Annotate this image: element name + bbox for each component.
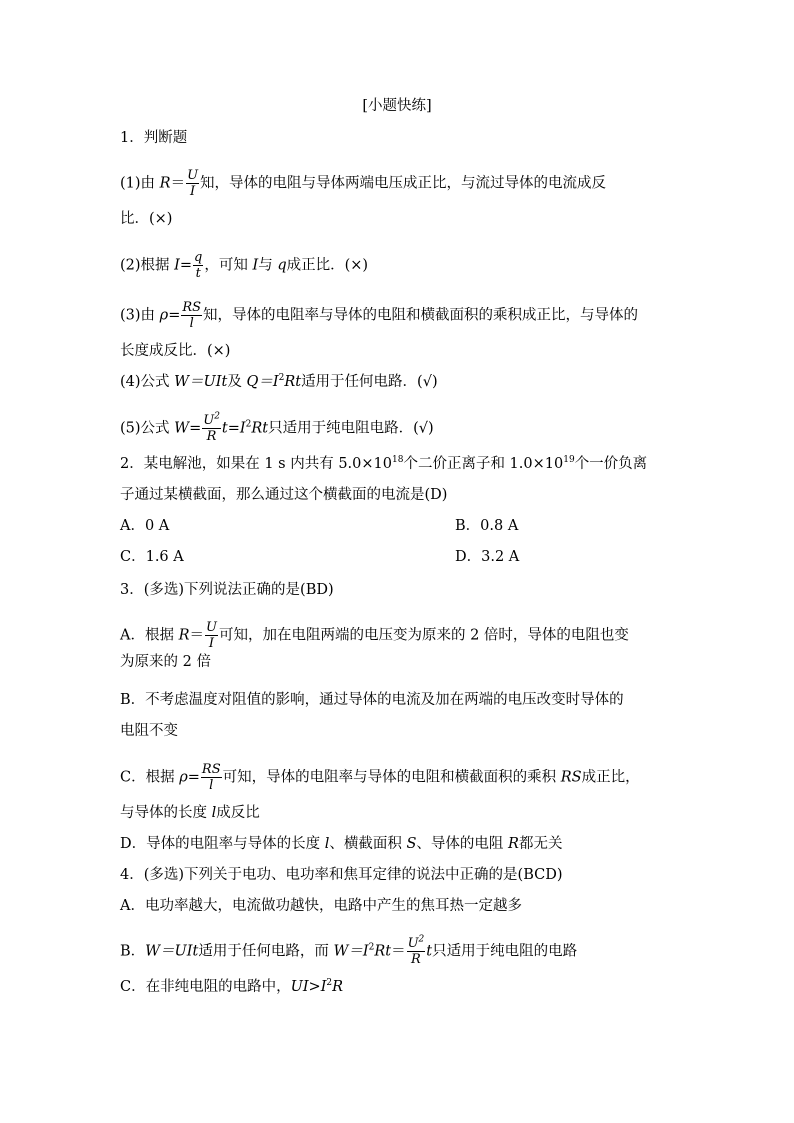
section-title: [小题快练] (362, 98, 432, 114)
q3-option-d: D．导体的电阻率与导体的长度 l、横截面积 S、导体的电阻 R都无关 (120, 836, 563, 852)
q2-stem-line-1: 2．某电解池，如果在 1 s 内共有 $5.0\times 10^{18}$个二价正离子和 $1.0\times 10^{19}$个一价负离 (120, 455, 648, 472)
q1-item-3: (3)由 ρ= $\frac{RS}{l}$ 知，导体的电阻率与导体的电阻和横截面积的乘积成正比，与导体的 (120, 300, 639, 331)
q1-item-1: (1)由 R＝ $\frac{U}{I}$ 知，导体的电阻与导体两端电压成正比，与流过导体的电流成反 (120, 168, 607, 199)
fraction-u-over-i: $\frac{U}{I}$ (187, 168, 199, 199)
q4-option-a: A．电功率越大，电流做功越快，电路中产生的焦耳热一定越多 (120, 898, 522, 914)
q3-option-c-cont: 与导体的长度 l成反比 (120, 805, 260, 821)
q4-heading: 4．(多选)下列关于电功、电功率和焦耳定律的说法中正确的是(BCD) (120, 867, 563, 883)
q2-option-b: B．0.8 A (455, 518, 519, 534)
q2-option-d: D．3.2 A (455, 549, 520, 565)
fraction-rs-over-l: $\frac{RS}{l}$ (201, 762, 221, 793)
fraction-q-over-t: $\frac{q}{t}$ (194, 250, 203, 281)
fraction-u2-over-r: $\frac{U^2}{R}$ (203, 411, 220, 444)
q3-heading: 3．(多选)下列说法正确的是(BD) (120, 582, 334, 598)
q1-item-5: (5)公式 W= $\frac{U^2}{R}$ $t=I^2Rt$只适用于纯电阻电路．(√) (120, 411, 434, 444)
q3-option-c: C．根据 ρ= $\frac{RS}{l}$ 可知，导体的电阻率与导体的电阻和横截面积的乘积 RS成正比， (120, 762, 640, 793)
q1-item-3-cont: 长度成反比．(×) (120, 343, 231, 359)
q1-item-4: (4)公式 W＝UIt及 $Q=I^2Rt$适用于任何电路．(√) (120, 373, 438, 390)
fraction-u-over-i: $\frac{U}{I}$ (206, 620, 217, 651)
q2-option-a: A．0 A (120, 518, 170, 534)
q2-option-c: C．1.6 A (120, 549, 184, 565)
q3-option-b-cont: 电阻不变 (120, 723, 178, 739)
fraction-u2-over-r: $\frac{U^2}{R}$ (407, 934, 425, 967)
q1-item-1-cont: 比．(×) (120, 211, 173, 227)
q1-item-2: (2)根据 I= $\frac{q}{t}$ ，可知 I与 q成正比．(×) (120, 250, 369, 281)
q3-option-a-cont: 为原来的 2 倍 (120, 654, 211, 670)
fraction-rs-over-l: $\frac{RS}{l}$ (182, 300, 202, 331)
q3-option-a: A．根据 R＝ $\frac{U}{I}$ 可知，加在电阻两端的电压变为原来的 2 倍时，导体的电阻也变 (120, 620, 629, 651)
q4-option-c: C．在非纯电阻的电路中，$UI>I^2R$ (120, 978, 344, 995)
q2-stem-line-2: 子通过某横截面，那么通过这个横截面的电流是(D) (120, 487, 448, 503)
q4-option-b: B．W＝UIt适用于任何电路，而 $W=I^2Rt=$ $\frac{U^2}{R}$ t只适用于纯电阻的电路 (120, 934, 578, 967)
q1-heading: 1．判断题 (120, 130, 188, 146)
q3-option-b: B．不考虑温度对阻值的影响，通过导体的电流及加在两端的电压改变时导体的 (120, 692, 624, 708)
